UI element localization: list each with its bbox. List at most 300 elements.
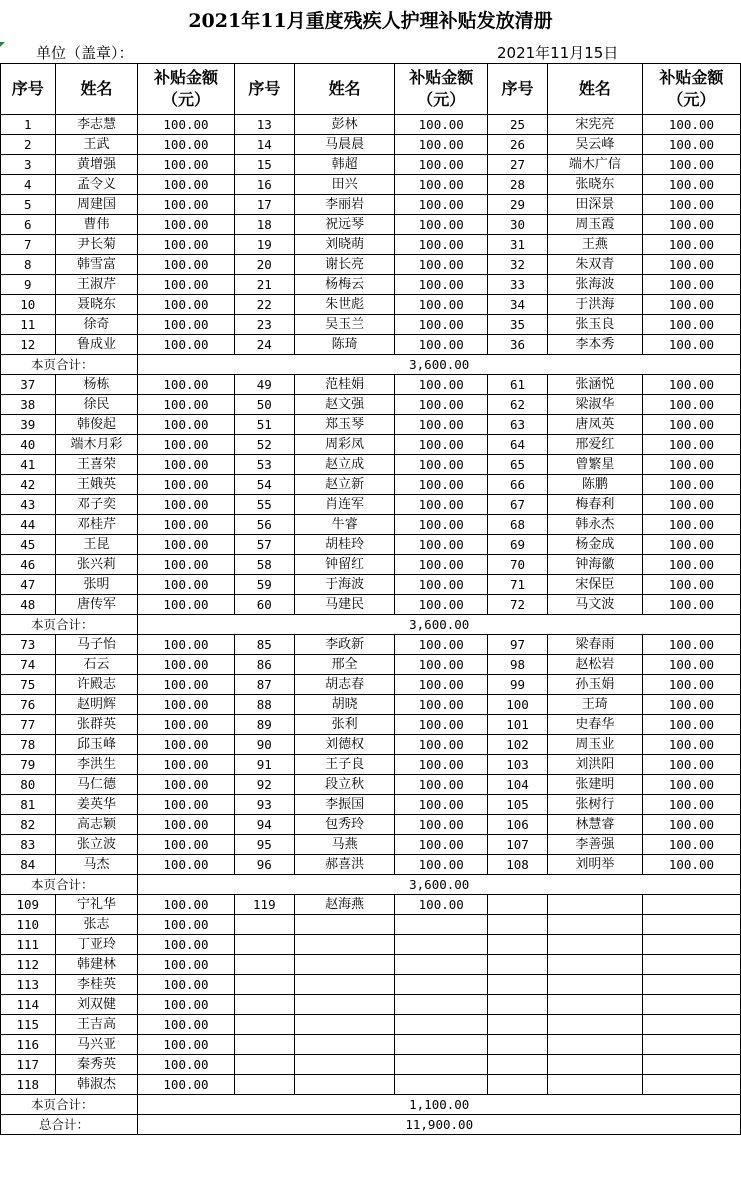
amount-cell: 100.00 (642, 495, 740, 515)
table-row (1, 155, 741, 175)
name-cell: 马建民 (295, 595, 395, 615)
page-total-label: 本页合计： (1, 615, 138, 635)
seq-cell (488, 1055, 548, 1075)
header-seq: 序号 (488, 64, 548, 115)
amount-cell: 100.00 (395, 695, 488, 715)
amount-cell: 100.00 (138, 455, 234, 475)
header-amount: 补贴金额（元） (395, 64, 488, 115)
table-row (1, 755, 741, 775)
table-row (1, 815, 741, 835)
seq-cell: 105 (488, 795, 548, 815)
header-name: 姓名 (55, 64, 138, 115)
amount-cell: 100.00 (642, 315, 740, 335)
seq-cell: 87 (234, 675, 295, 695)
amount-cell: 100.00 (138, 1075, 234, 1095)
seq-cell: 70 (488, 555, 548, 575)
name-cell: 姜英华 (55, 795, 138, 815)
amount-cell (642, 915, 740, 935)
amount-cell: 100.00 (395, 295, 488, 315)
page-total-value: 3,600.00 (138, 615, 741, 635)
name-cell (547, 915, 642, 935)
name-cell: 林慧睿 (547, 815, 642, 835)
name-cell: 李振国 (295, 795, 395, 815)
name-cell: 端木月彩 (55, 435, 138, 455)
seq-cell: 75 (1, 675, 56, 695)
table-row (1, 1035, 741, 1055)
amount-cell (395, 1055, 488, 1075)
seq-cell: 88 (234, 695, 295, 715)
amount-cell: 100.00 (642, 115, 740, 135)
name-cell: 张建明 (547, 775, 642, 795)
name-cell: 许殿志 (55, 675, 138, 695)
name-cell: 马杰 (55, 855, 138, 875)
amount-cell: 100.00 (642, 655, 740, 675)
amount-cell: 100.00 (138, 915, 234, 935)
amount-cell: 100.00 (395, 495, 488, 515)
amount-cell: 100.00 (138, 275, 234, 295)
seq-cell (234, 1035, 295, 1055)
seq-cell: 79 (1, 755, 56, 775)
name-cell: 王武 (55, 135, 138, 155)
name-cell: 范桂娟 (295, 375, 395, 395)
seq-cell: 43 (1, 495, 56, 515)
seq-cell: 63 (488, 415, 548, 435)
table-row (1, 195, 741, 215)
name-cell (295, 955, 395, 975)
name-cell: 李善强 (547, 835, 642, 855)
seq-cell: 44 (1, 515, 56, 535)
name-cell (295, 975, 395, 995)
seq-cell: 15 (234, 155, 295, 175)
name-cell: 杨梅云 (295, 275, 395, 295)
seq-cell: 74 (1, 655, 56, 675)
name-cell: 刘德权 (295, 735, 395, 755)
table-row (1, 395, 741, 415)
name-cell: 石云 (55, 655, 138, 675)
seq-cell: 104 (488, 775, 548, 795)
header-amount: 补贴金额（元） (138, 64, 234, 115)
seq-cell (234, 1015, 295, 1035)
amount-cell: 100.00 (642, 775, 740, 795)
seq-cell: 110 (1, 915, 56, 935)
table-row (1, 175, 741, 195)
seq-cell: 31 (488, 235, 548, 255)
seq-cell (488, 955, 548, 975)
name-cell: 王燕 (547, 235, 642, 255)
name-cell: 赵文强 (295, 395, 395, 415)
amount-cell: 100.00 (642, 635, 740, 655)
seq-cell: 84 (1, 855, 56, 875)
header-name: 姓名 (295, 64, 395, 115)
name-cell (547, 955, 642, 975)
amount-cell: 100.00 (395, 555, 488, 575)
amount-cell: 100.00 (138, 395, 234, 415)
name-cell: 马文波 (547, 595, 642, 615)
name-cell: 刘晓萌 (295, 235, 395, 255)
seq-cell: 69 (488, 535, 548, 555)
seq-cell: 100 (488, 695, 548, 715)
page-total-row (1, 875, 741, 895)
table-row (1, 955, 741, 975)
header-row (1, 64, 741, 115)
table-row (1, 735, 741, 755)
amount-cell: 100.00 (138, 575, 234, 595)
table-row (1, 915, 741, 935)
table-row (1, 575, 741, 595)
seq-cell: 92 (234, 775, 295, 795)
seq-cell: 86 (234, 655, 295, 675)
amount-cell: 100.00 (138, 1035, 234, 1055)
seq-cell: 57 (234, 535, 295, 555)
amount-cell: 100.00 (642, 155, 740, 175)
seq-cell (488, 915, 548, 935)
table-row (1, 335, 741, 355)
seq-cell: 32 (488, 255, 548, 275)
seq-cell: 61 (488, 375, 548, 395)
amount-cell: 100.00 (642, 535, 740, 555)
amount-cell: 100.00 (138, 115, 234, 135)
amount-cell: 100.00 (395, 195, 488, 215)
name-cell: 刘洪阳 (547, 755, 642, 775)
amount-cell (642, 935, 740, 955)
name-cell: 梁春雨 (547, 635, 642, 655)
amount-cell: 100.00 (395, 175, 488, 195)
seq-cell: 26 (488, 135, 548, 155)
seq-cell (234, 955, 295, 975)
amount-cell: 100.00 (642, 195, 740, 215)
seq-cell: 77 (1, 715, 56, 735)
seq-cell: 54 (234, 475, 295, 495)
seq-cell: 42 (1, 475, 56, 495)
table-row (1, 1075, 741, 1095)
name-cell: 钟海徽 (547, 555, 642, 575)
seq-cell: 25 (488, 115, 548, 135)
name-cell: 马子怡 (55, 635, 138, 655)
amount-cell (642, 1015, 740, 1035)
amount-cell: 100.00 (395, 635, 488, 655)
amount-cell: 100.00 (138, 655, 234, 675)
amount-cell: 100.00 (642, 595, 740, 615)
name-cell: 张树行 (547, 795, 642, 815)
name-cell: 张立波 (55, 835, 138, 855)
seq-cell: 29 (488, 195, 548, 215)
name-cell (547, 935, 642, 955)
seq-cell: 21 (234, 275, 295, 295)
seq-cell (488, 935, 548, 955)
amount-cell: 100.00 (395, 275, 488, 295)
name-cell: 丁亚玲 (55, 935, 138, 955)
amount-cell: 100.00 (138, 995, 234, 1015)
amount-cell: 100.00 (138, 415, 234, 435)
seq-cell: 93 (234, 795, 295, 815)
seq-cell: 37 (1, 375, 56, 395)
name-cell: 吴云峰 (547, 135, 642, 155)
seq-cell: 35 (488, 315, 548, 335)
amount-cell (642, 895, 740, 915)
amount-cell: 100.00 (138, 235, 234, 255)
header-name: 姓名 (547, 64, 642, 115)
table-row (1, 675, 741, 695)
seq-cell: 13 (234, 115, 295, 135)
name-cell: 邱玉峰 (55, 735, 138, 755)
seq-cell: 76 (1, 695, 56, 715)
name-cell: 赵明辉 (55, 695, 138, 715)
seq-cell: 113 (1, 975, 56, 995)
amount-cell: 100.00 (138, 1015, 234, 1035)
seq-cell: 114 (1, 995, 56, 1015)
grand-total-value: 11,900.00 (138, 1115, 741, 1135)
seq-cell (488, 1015, 548, 1035)
name-cell: 王子良 (295, 755, 395, 775)
seq-cell: 82 (1, 815, 56, 835)
name-cell: 曹伟 (55, 215, 138, 235)
seq-cell: 2 (1, 135, 56, 155)
seq-cell: 52 (234, 435, 295, 455)
seq-cell: 56 (234, 515, 295, 535)
seq-cell: 41 (1, 455, 56, 475)
seq-cell: 81 (1, 795, 56, 815)
seq-cell: 47 (1, 575, 56, 595)
amount-cell (642, 955, 740, 975)
name-cell: 陈琦 (295, 335, 395, 355)
name-cell: 于洪海 (547, 295, 642, 315)
seq-cell: 8 (1, 255, 56, 275)
table-row (1, 695, 741, 715)
seq-cell: 103 (488, 755, 548, 775)
seq-cell: 71 (488, 575, 548, 595)
amount-cell: 100.00 (395, 855, 488, 875)
name-cell: 包秀玲 (295, 815, 395, 835)
table-row (1, 795, 741, 815)
name-cell: 邓子奕 (55, 495, 138, 515)
page-total-label: 本页合计： (1, 1095, 138, 1115)
amount-cell (395, 1035, 488, 1055)
amount-cell: 100.00 (138, 755, 234, 775)
amount-cell: 100.00 (642, 455, 740, 475)
name-cell: 韩雪富 (55, 255, 138, 275)
amount-cell: 100.00 (642, 755, 740, 775)
name-cell: 朱双青 (547, 255, 642, 275)
amount-cell: 100.00 (138, 375, 234, 395)
unit-label: 单位（盖章）： (36, 44, 134, 62)
issue-date: 2021年11月15日 (497, 44, 619, 62)
seq-cell: 94 (234, 815, 295, 835)
seq-cell: 119 (234, 895, 295, 915)
name-cell: 韩超 (295, 155, 395, 175)
table-row (1, 995, 741, 1015)
name-cell: 韩永杰 (547, 515, 642, 535)
seq-cell (488, 995, 548, 1015)
name-cell: 周玉业 (547, 735, 642, 755)
name-cell: 徐奇 (55, 315, 138, 335)
table-row (1, 435, 741, 455)
name-cell: 王琦 (547, 695, 642, 715)
name-cell: 郝喜洪 (295, 855, 395, 875)
seq-cell: 68 (488, 515, 548, 535)
seq-cell: 72 (488, 595, 548, 615)
amount-cell: 100.00 (395, 435, 488, 455)
name-cell: 徐民 (55, 395, 138, 415)
amount-cell: 100.00 (138, 675, 234, 695)
seq-cell: 83 (1, 835, 56, 855)
page-total-label: 本页合计： (1, 355, 138, 375)
seq-cell: 24 (234, 335, 295, 355)
amount-cell: 100.00 (642, 735, 740, 755)
amount-cell: 100.00 (395, 735, 488, 755)
table-row (1, 215, 741, 235)
name-cell: 杨金成 (547, 535, 642, 555)
name-cell (295, 935, 395, 955)
amount-cell: 100.00 (395, 335, 488, 355)
table-row (1, 455, 741, 475)
name-cell: 韩淑杰 (55, 1075, 138, 1095)
seq-cell: 19 (234, 235, 295, 255)
amount-cell: 100.00 (395, 375, 488, 395)
table-row (1, 415, 741, 435)
name-cell: 胡桂玲 (295, 535, 395, 555)
seq-cell: 102 (488, 735, 548, 755)
amount-cell: 100.00 (395, 655, 488, 675)
seq-cell: 7 (1, 235, 56, 255)
table-row (1, 475, 741, 495)
name-cell (295, 915, 395, 935)
name-cell: 高志颖 (55, 815, 138, 835)
seq-cell: 66 (488, 475, 548, 495)
seq-cell: 28 (488, 175, 548, 195)
seq-cell: 9 (1, 275, 56, 295)
amount-cell: 100.00 (138, 155, 234, 175)
table-row (1, 535, 741, 555)
seq-cell: 106 (488, 815, 548, 835)
name-cell (295, 1055, 395, 1075)
name-cell: 肖连军 (295, 495, 395, 515)
amount-cell: 100.00 (642, 695, 740, 715)
seq-cell: 109 (1, 895, 56, 915)
name-cell (295, 995, 395, 1015)
name-cell: 刘双健 (55, 995, 138, 1015)
table-row (1, 315, 741, 335)
seq-cell (488, 1035, 548, 1055)
name-cell: 马兴亚 (55, 1035, 138, 1055)
subsidy-table (0, 63, 741, 1135)
seq-cell: 36 (488, 335, 548, 355)
name-cell: 李政新 (295, 635, 395, 655)
table-row (1, 235, 741, 255)
seq-cell: 14 (234, 135, 295, 155)
name-cell: 李洪生 (55, 755, 138, 775)
amount-cell (395, 1015, 488, 1035)
seq-cell: 101 (488, 715, 548, 735)
amount-cell: 100.00 (395, 535, 488, 555)
amount-cell: 100.00 (395, 455, 488, 475)
name-cell: 赵海燕 (295, 895, 395, 915)
name-cell: 张明 (55, 575, 138, 595)
seq-cell: 97 (488, 635, 548, 655)
amount-cell: 100.00 (138, 1055, 234, 1075)
name-cell: 黄增强 (55, 155, 138, 175)
cell-comment-marker (0, 42, 5, 47)
name-cell: 谢长亮 (295, 255, 395, 275)
page-total-row (1, 1095, 741, 1115)
amount-cell: 100.00 (138, 835, 234, 855)
amount-cell: 100.00 (642, 375, 740, 395)
seq-cell: 49 (234, 375, 295, 395)
seq-cell: 111 (1, 935, 56, 955)
amount-cell: 100.00 (642, 555, 740, 575)
amount-cell: 100.00 (395, 135, 488, 155)
name-cell: 尹长菊 (55, 235, 138, 255)
name-cell: 李丽岩 (295, 195, 395, 215)
seq-cell: 62 (488, 395, 548, 415)
amount-cell: 100.00 (138, 215, 234, 235)
name-cell: 张玉良 (547, 315, 642, 335)
amount-cell (642, 995, 740, 1015)
seq-cell: 11 (1, 315, 56, 335)
seq-cell: 46 (1, 555, 56, 575)
amount-cell (642, 1075, 740, 1095)
page-total-row (1, 355, 741, 375)
seq-cell: 34 (488, 295, 548, 315)
name-cell: 周建国 (55, 195, 138, 215)
amount-cell: 100.00 (395, 255, 488, 275)
name-cell: 宁礼华 (55, 895, 138, 915)
table-row (1, 975, 741, 995)
name-cell: 杨栋 (55, 375, 138, 395)
amount-cell: 100.00 (642, 715, 740, 735)
seq-cell: 99 (488, 675, 548, 695)
amount-cell: 100.00 (138, 595, 234, 615)
amount-cell: 100.00 (138, 535, 234, 555)
name-cell: 梅春利 (547, 495, 642, 515)
name-cell: 王娥英 (55, 475, 138, 495)
name-cell: 端木广信 (547, 155, 642, 175)
seq-cell: 73 (1, 635, 56, 655)
amount-cell: 100.00 (395, 515, 488, 535)
amount-cell: 100.00 (138, 475, 234, 495)
seq-cell: 53 (234, 455, 295, 475)
name-cell: 张晓东 (547, 175, 642, 195)
amount-cell: 100.00 (395, 315, 488, 335)
name-cell (547, 1035, 642, 1055)
amount-cell: 100.00 (138, 955, 234, 975)
table-row (1, 935, 741, 955)
amount-cell: 100.00 (138, 335, 234, 355)
amount-cell: 100.00 (138, 895, 234, 915)
page-total-value: 1,100.00 (138, 1095, 741, 1115)
name-cell: 马晨晨 (295, 135, 395, 155)
seq-cell: 50 (234, 395, 295, 415)
seq-cell: 107 (488, 835, 548, 855)
seq-cell: 6 (1, 215, 56, 235)
name-cell: 朱世彪 (295, 295, 395, 315)
amount-cell (395, 935, 488, 955)
seq-cell: 51 (234, 415, 295, 435)
name-cell: 祝远琴 (295, 215, 395, 235)
name-cell (295, 1075, 395, 1095)
name-cell: 史春华 (547, 715, 642, 735)
table-row (1, 895, 741, 915)
seq-cell: 5 (1, 195, 56, 215)
seq-cell: 90 (234, 735, 295, 755)
amount-cell: 100.00 (395, 675, 488, 695)
table-row (1, 835, 741, 855)
seq-cell: 45 (1, 535, 56, 555)
amount-cell: 100.00 (395, 395, 488, 415)
amount-cell: 100.00 (395, 835, 488, 855)
seq-cell: 16 (234, 175, 295, 195)
seq-cell (488, 975, 548, 995)
page-total-label: 本页合计： (1, 875, 138, 895)
